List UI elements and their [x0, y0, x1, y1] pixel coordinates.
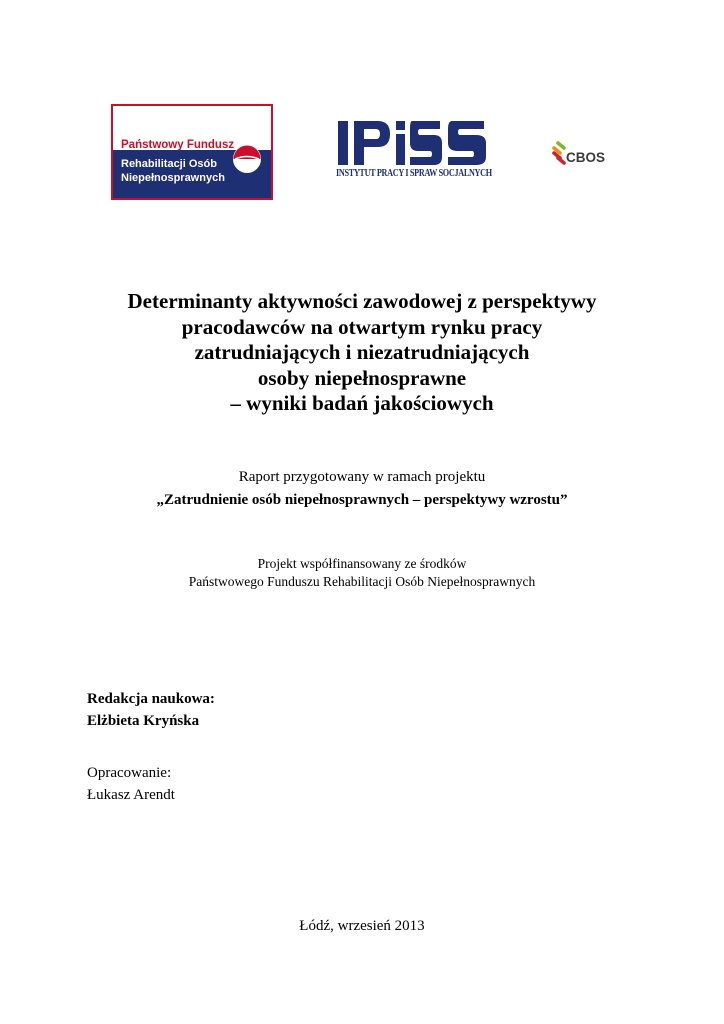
editors-name: Elżbieta Kryńska — [87, 713, 200, 729]
funding-line1: Projekt współfinansowany ze środków — [257, 556, 467, 571]
report-title-line: Determinanty aktywności zawodowej z perspektywy — [127, 289, 597, 313]
pfron-logo — [111, 104, 273, 200]
ipiss-letters-icon — [336, 118, 488, 168]
report-title-line: pracodawców na otwartym rynku pracy — [181, 314, 543, 339]
funding-line2: Państwowego Funduszu Rehabilitacji Osób Niepełnosprawnych — [188, 574, 536, 589]
cbos-logo-text: CBOS — [566, 150, 606, 165]
ipiss-subtitle: INSTYTUT PRACY I SPRAW SOCJALNYCH — [336, 168, 492, 179]
place-date: Łódź, wrzesień 2013 — [299, 918, 425, 934]
pfron-logo-title: Państwowy Fundusz — [121, 139, 235, 151]
pfron-logo-line1: Rehabilitacji Osób — [121, 158, 217, 170]
report-title-line: – wyniki badań jakościowych — [230, 391, 494, 415]
pfron-logo-line2: Niepełnosprawnych — [121, 172, 225, 184]
authors-label: Opracowanie: — [87, 765, 172, 781]
pfron-emblem-icon — [232, 144, 262, 174]
project-intro: Raport przygotowany w ramach projektu — [238, 469, 486, 485]
ipiss-logo — [336, 118, 492, 190]
authors — [87, 762, 175, 806]
report-title-line: osoby niepełnosprawne — [257, 365, 467, 390]
report-title — [60, 289, 664, 417]
funding-note — [60, 555, 664, 591]
cbos-logo — [550, 139, 614, 169]
authors-name: Łukasz Arendt — [87, 787, 175, 803]
project-name: „Zatrudnienie osób niepełnosprawnych – perspektywy wzrostu” — [156, 492, 568, 508]
report-title-line: zatrudniających i niezatrudniających — [194, 340, 530, 364]
project-info — [60, 466, 664, 512]
scientific-editors — [87, 688, 215, 732]
editors-label: Redakcja naukowa: — [87, 691, 215, 707]
